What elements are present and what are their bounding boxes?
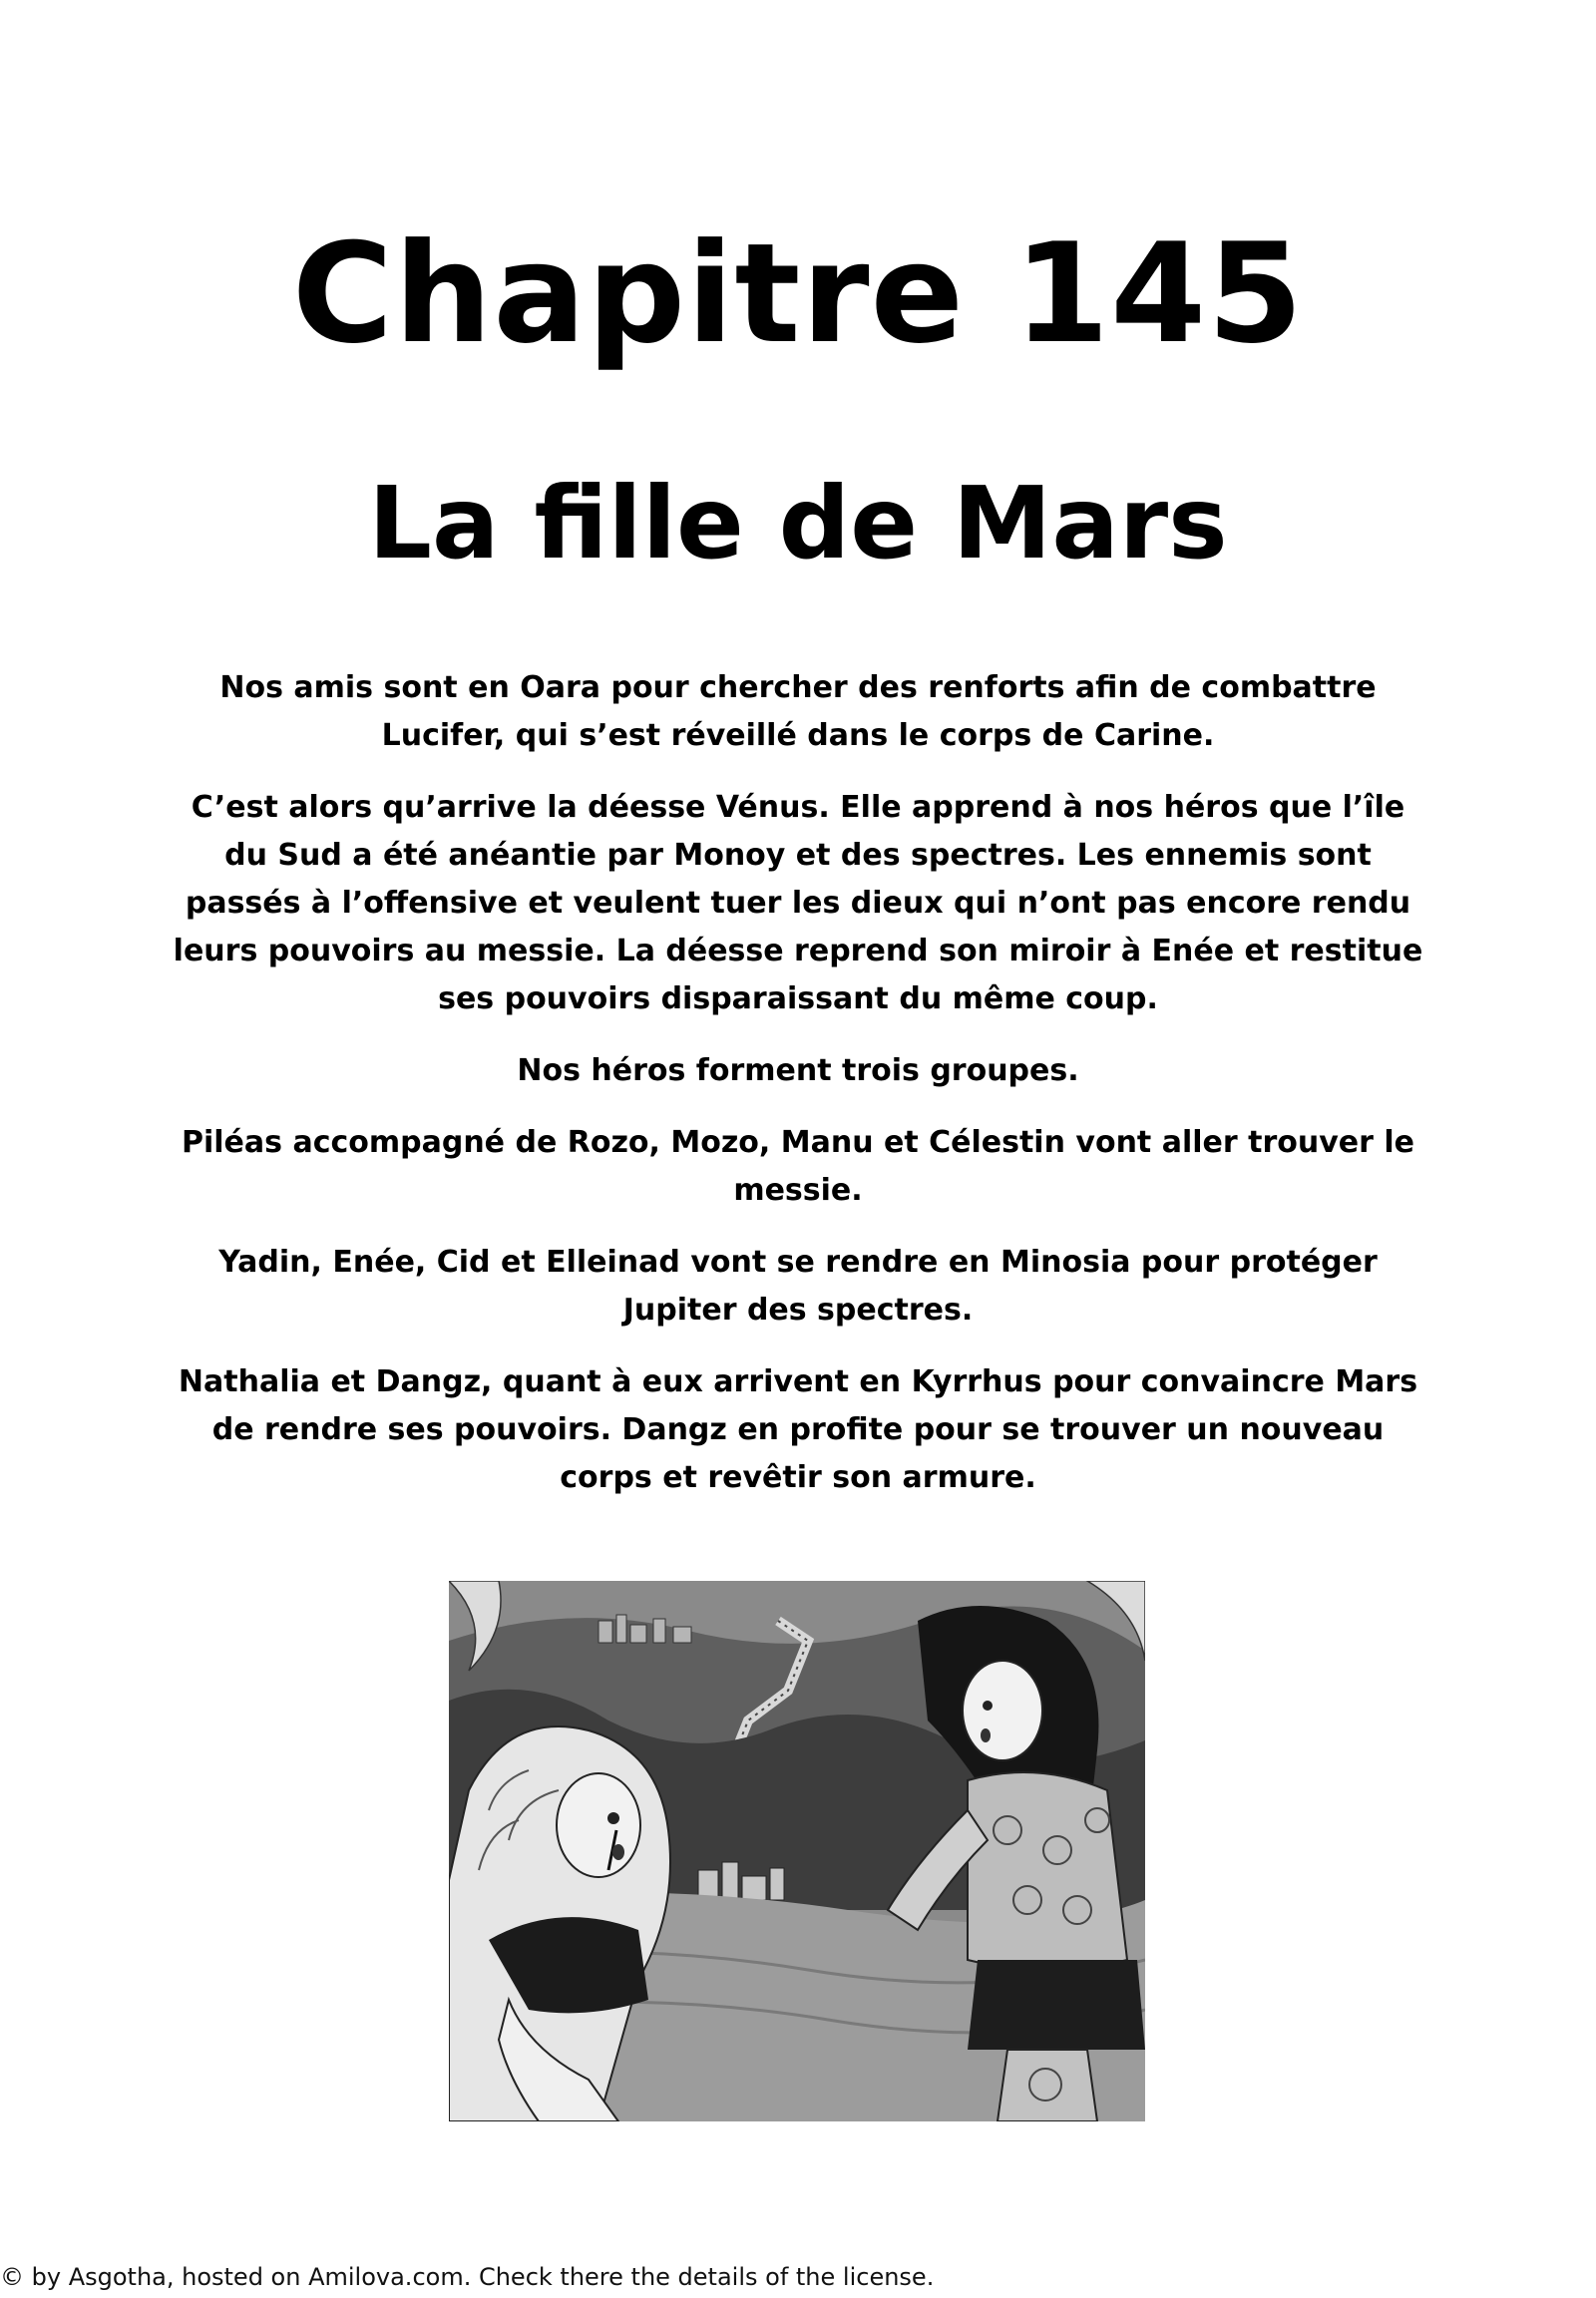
summary-paragraph: Nos héros forment trois groupes. — [517, 1053, 1079, 1088]
comic-illustration — [449, 1581, 1145, 2121]
chapter-title: La fille de Mars — [368, 465, 1228, 581]
chapter-number: Chapitre 145 — [291, 213, 1305, 374]
summary-paragraph: C’est alors qu’arrive la déesse Vénus. Elle apprend à nos héros que l’île du Sud a été anéantie par Monoy et des spectres. Les ennemis sont passés à l’offensive et veulent tuer les dieux qui n’ont pas encore rendu leurs pouvoirs au messie. La déesse reprend son miroir à Enée et restitue ses pouvoirs disparaissant du même coup. — [173, 790, 1423, 1016]
copyright-footer: © by Asgotha, hosted on Amilova.com. Check there the details of the license. — [0, 2263, 935, 2291]
summary-paragraph: Nathalia et Dangz, quant à eux arrivent en Kyrrhus pour convaincre Mars de rendre ses pouvoirs. Dangz en profite pour se trouver un nouveau corps et revêtir son armure. — [178, 1364, 1418, 1495]
chapter-summary — [170, 664, 1426, 1526]
summary-paragraph: Yadin, Enée, Cid et Elleinad vont se rendre en Minosia pour protéger Jupiter des spectres. — [218, 1245, 1378, 1328]
summary-paragraph: Nos amis sont en Oara pour chercher des renforts afin de combattre Lucifer, qui s’est réveillé dans le corps de Carine. — [219, 670, 1377, 753]
summary-paragraph: Piléas accompagné de Rozo, Mozo, Manu et Célestin vont aller trouver le messie. — [182, 1125, 1414, 1208]
